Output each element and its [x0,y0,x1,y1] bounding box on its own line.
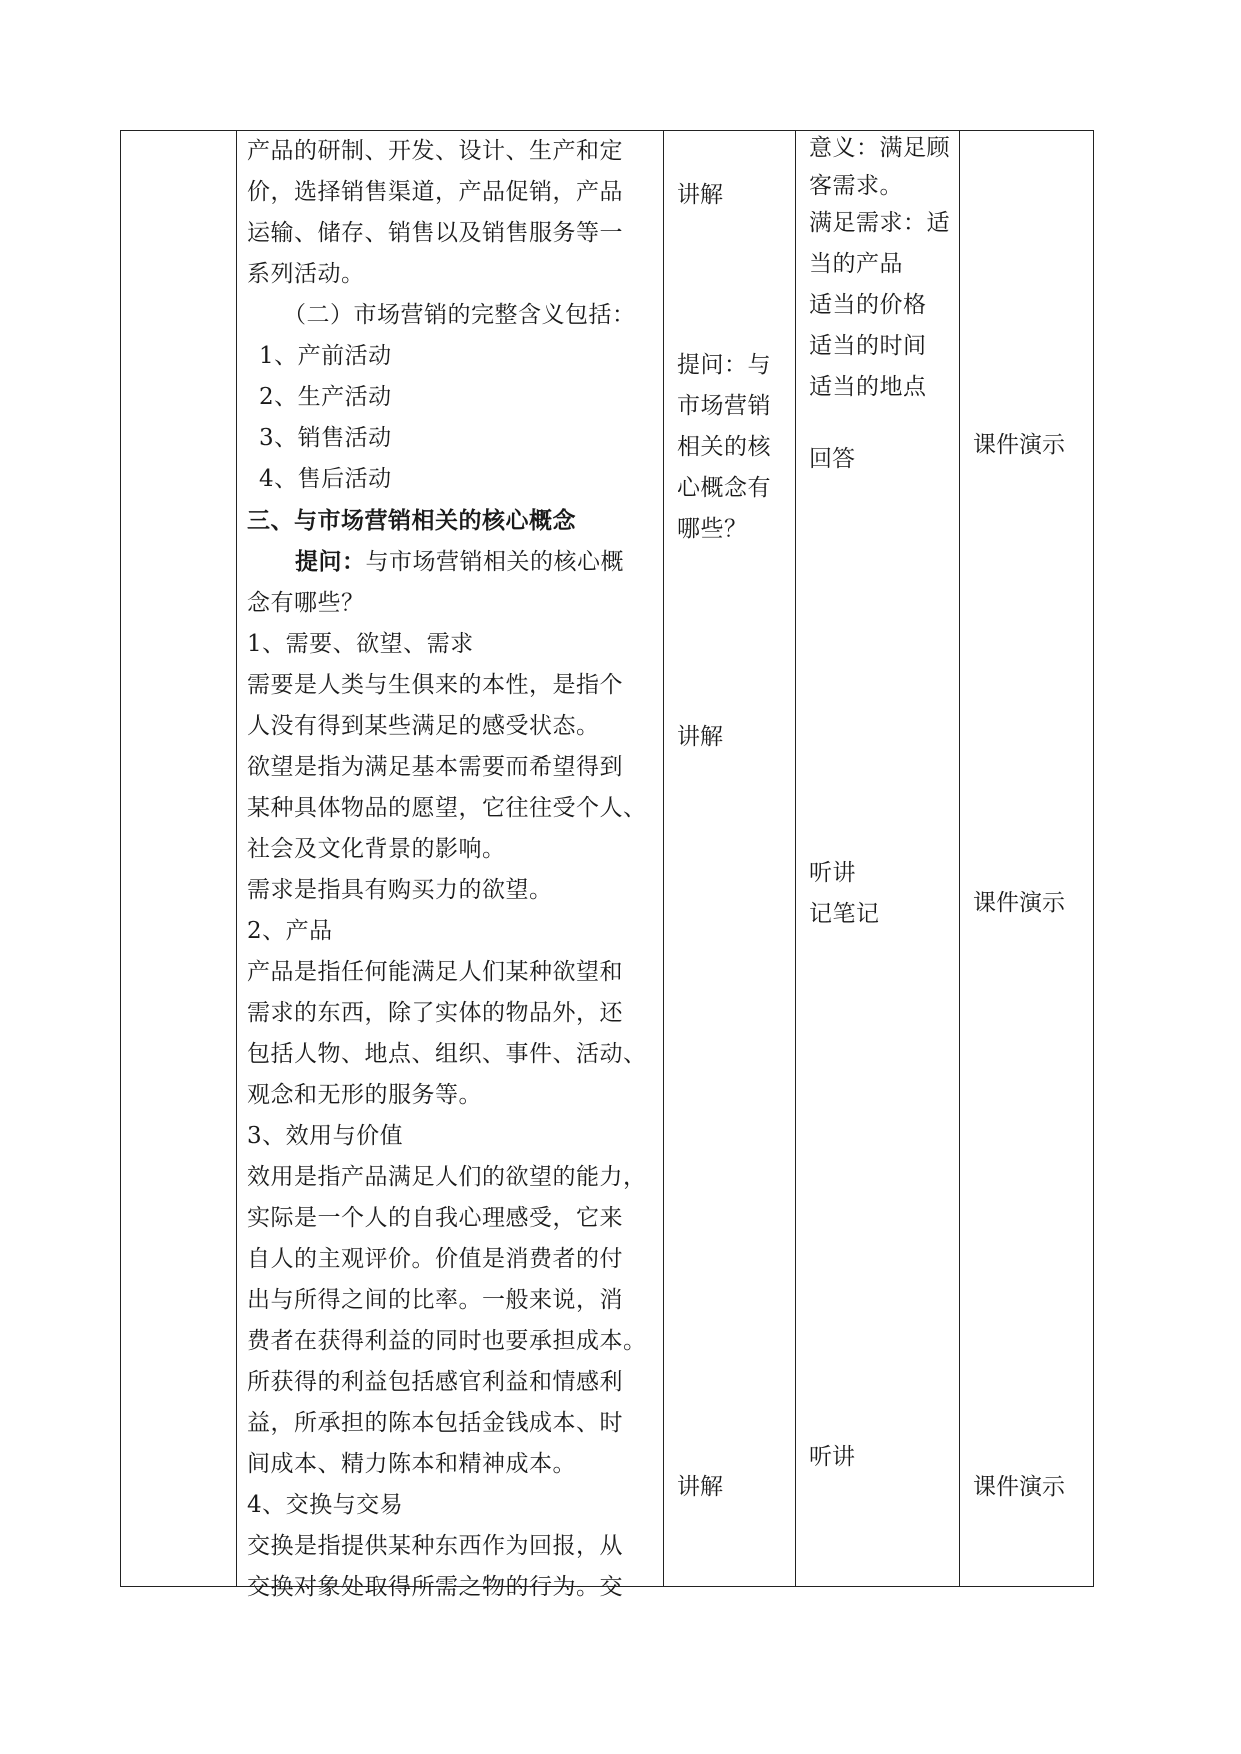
teacher-question [677,345,771,550]
teacher-explain: 讲解 [677,724,723,750]
content-line: 系列活动。 [247,261,365,287]
item-heading: 2、产品 [247,918,333,944]
content-line: 间成本、精力陈本和精神成本。 [247,1451,576,1477]
lesson-table [120,130,1094,1600]
column-divider [236,131,237,1586]
content-line: 交换是指提供某种东西作为回报，从 [247,1533,623,1559]
question-text: 与市场营销相关的核心概 [365,549,624,575]
content-line: 价，选择销售渠道，产品促销，产品 [247,179,623,205]
media-note: 课件演示 [973,890,1065,916]
question-line: 相关的核 [677,434,771,460]
student-listen [809,853,880,935]
content-line: 念有哪些？ [247,590,365,616]
column-divider [663,131,664,1586]
column-divider [795,131,796,1586]
student-needs [809,203,950,408]
content-line: 所获得的利益包括感官利益和情感利 [247,1369,623,1395]
content-line: 自人的主观评价。价值是消费者的付 [247,1246,623,1272]
section-heading: 三、与市场营销相关的核心概念 [247,507,576,534]
teacher-explain: 讲解 [677,1474,723,1500]
list-item: 4、售后活动 [259,466,392,492]
media-note: 课件演示 [973,1474,1065,1500]
content-line: 实际是一个人的自我心理感受，它来 [247,1205,623,1231]
content-line: 需要是人类与生俱来的本性，是指个 [247,672,623,698]
item-heading: 4、交换与交易 [247,1492,404,1518]
question-line: 心概念有 [677,475,771,501]
content-line: 某种具体物品的愿望，它往往受个人、 [247,795,647,821]
student-line: 客需求。 [809,173,903,199]
content-line: 费者在获得利益的同时也要承担成本。 [247,1328,647,1354]
student-listen: 听讲 [809,1444,855,1470]
student-line: 适当的时间 [809,333,927,359]
content-line: 包括人物、地点、组织、事件、活动、 [247,1041,647,1067]
content-line: 欲望是指为满足基本需要而希望得到 [247,754,623,780]
content-line: 运输、储存、销售以及销售服务等一 [247,220,623,246]
question-line: 市场营销 [677,393,771,419]
student-answer: 回答 [809,446,855,472]
content-line: 产品是指任何能满足人们某种欲望和 [247,959,623,985]
list-item: 1、产前活动 [259,343,392,369]
section-subheading: （二）市场营销的完整含义包括： [283,302,636,328]
item-heading: 1、需要、欲望、需求 [247,631,474,657]
media-note: 课件演示 [973,432,1065,458]
content-line: 观念和无形的服务等。 [247,1082,482,1108]
content-line: 产品的研制、开发、设计、生产和定 [247,138,623,164]
content-column [247,131,647,1608]
content-line: 效用是指产品满足人们的欲望的能力， [247,1164,647,1190]
list-item: 3、销售活动 [259,425,392,451]
question-line: 提问：与 [677,352,771,378]
student-line: 适当的价格 [809,292,927,318]
student-line: 满足需求：适 [809,210,950,236]
item-heading: 3、效用与价值 [247,1123,404,1149]
question-line: 哪些？ [677,516,748,542]
question-line [247,541,647,583]
student-line: 当的产品 [809,251,903,277]
student-line: 意义：满足顾 [809,135,950,161]
student-line: 听讲 [809,860,856,886]
content-line: 需求是指具有购买力的欲望。 [247,877,553,903]
content-line: 人没有得到某些满足的感受状态。 [247,713,600,739]
student-line: 记笔记 [809,901,880,927]
student-line: 适当的地点 [809,374,927,400]
content-line: 交换对象处取得所需之物的行为。交 [247,1574,623,1600]
content-line: 益，所承担的陈本包括金钱成本、时 [247,1410,623,1436]
teacher-explain: 讲解 [677,182,723,208]
column-divider [959,131,960,1586]
content-line: 社会及文化背景的影响。 [247,836,506,862]
question-label: 提问： [295,548,366,575]
content-line: 需求的东西，除了实体的物品外，还 [247,1000,623,1026]
student-meaning [809,129,950,205]
list-item: 2、生产活动 [259,384,392,410]
content-line: 出与所得之间的比率。一般来说，消 [247,1287,623,1313]
